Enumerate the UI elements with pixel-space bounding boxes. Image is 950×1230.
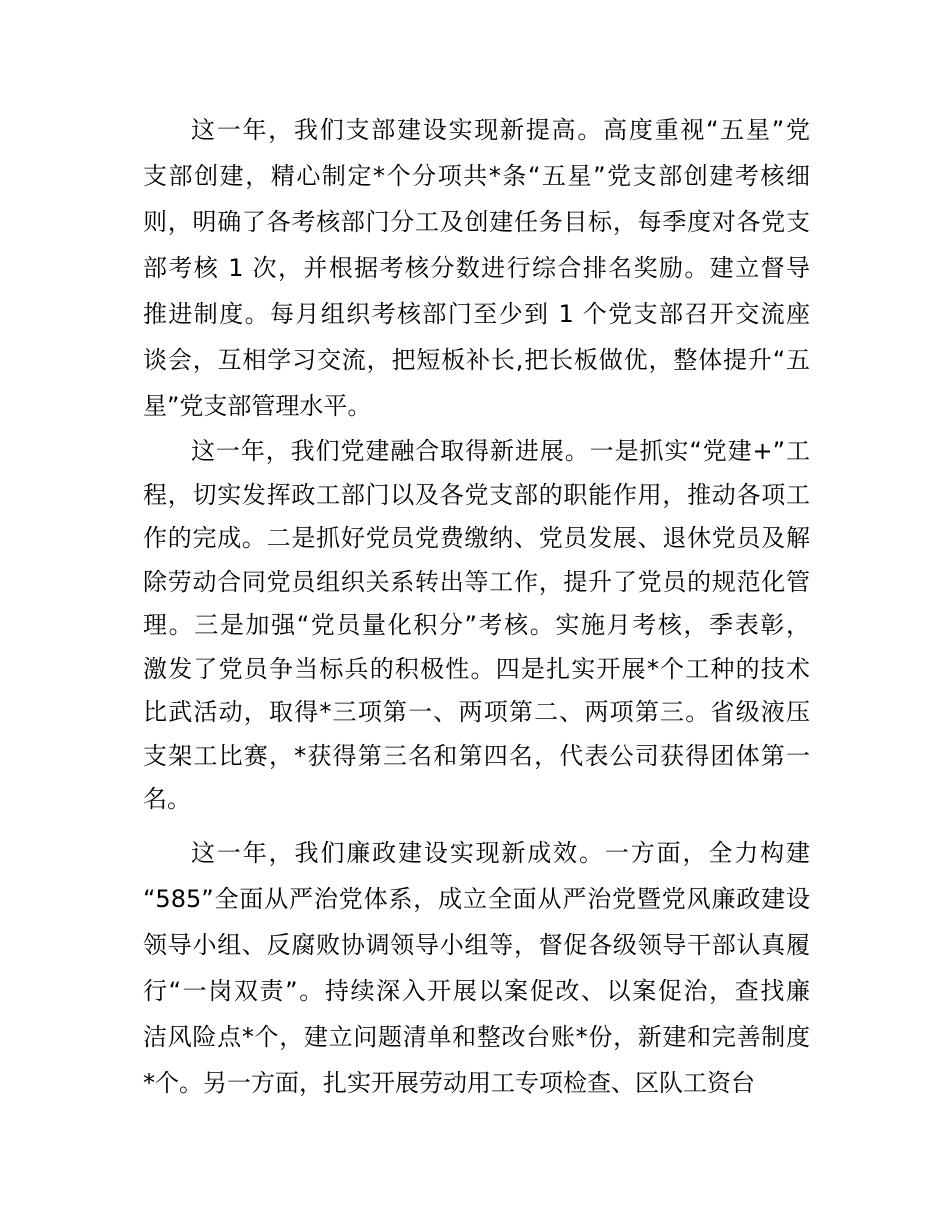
text-line: 这一年，我们廉政建设实现新成效。一方面，全力构建 — [191, 839, 810, 867]
paragraph-party-branch-building — [143, 107, 810, 429]
text-line: 激发了党员争当标兵的积极性。四是扎实开展*个工种的技术 — [143, 654, 810, 683]
paragraph-party-integration — [143, 430, 810, 822]
text-line: 作的完成。二是抓好党员党费缴纳、党员发展、退休党员及解 — [143, 524, 810, 552]
text-line: 部考核 1 次，并根据考核分数进行综合排名奖励。建立督导 — [143, 254, 810, 282]
text-line: 名。 — [143, 785, 191, 813]
text-line: 程，切实发挥政工部门以及各党支部的职能作用，推动各项工 — [143, 480, 810, 509]
text-line: 这一年，我们支部建设实现新提高。高度重视“五星”党 — [191, 116, 810, 144]
text-line: 洁风险点*个，建立问题清单和整改台账*份，新建和完善制度 — [143, 1023, 810, 1051]
text-line: 理。三是加强“党员量化积分”考核。实施月考核，季表彰， — [143, 611, 810, 639]
text-line: 除劳动合同党员组织关系转出等工作，提升了党员的规范化管 — [143, 567, 810, 596]
text-line: 星”党支部管理水平。 — [143, 392, 372, 420]
text-line: 支架工比赛，*获得第三名和第四名，代表公司获得团体第一 — [143, 741, 810, 770]
text-line: 行“一岗双责”。持续深入开展以案促改、以案促治，查找廉 — [143, 977, 810, 1005]
text-line: 则，明确了各考核部门分工及创建任务目标，每季度对各党支 — [143, 208, 810, 236]
text-line: *个。另一方面，扎实开展劳动用工专项检查、区队工资台 — [143, 1069, 755, 1097]
text-line: “585”全面从严治党体系，成立全面从严治党暨党风廉政建设 — [143, 885, 810, 913]
paragraph-integrity-building — [143, 830, 810, 1106]
text-line: 领导小组、反腐败协调领导小组等，督促各级领导干部认真履 — [143, 931, 810, 959]
text-line: 支部创建，精心制定*个分项共*条“五星”党支部创建考核细 — [143, 162, 810, 190]
text-line: 这一年，我们党建融合取得新进展。一是抓实“党建+”工 — [191, 437, 810, 465]
text-line: 推进制度。每月组织考核部门至少到 1 个党支部召开交流座 — [143, 300, 810, 328]
text-line: 谈会，互相学习交流，把短板补长,把长板做优，整体提升“五 — [143, 346, 810, 374]
text-line: 比武活动，取得*三项第一、两项第二、两项第三。省级液压 — [143, 698, 810, 726]
